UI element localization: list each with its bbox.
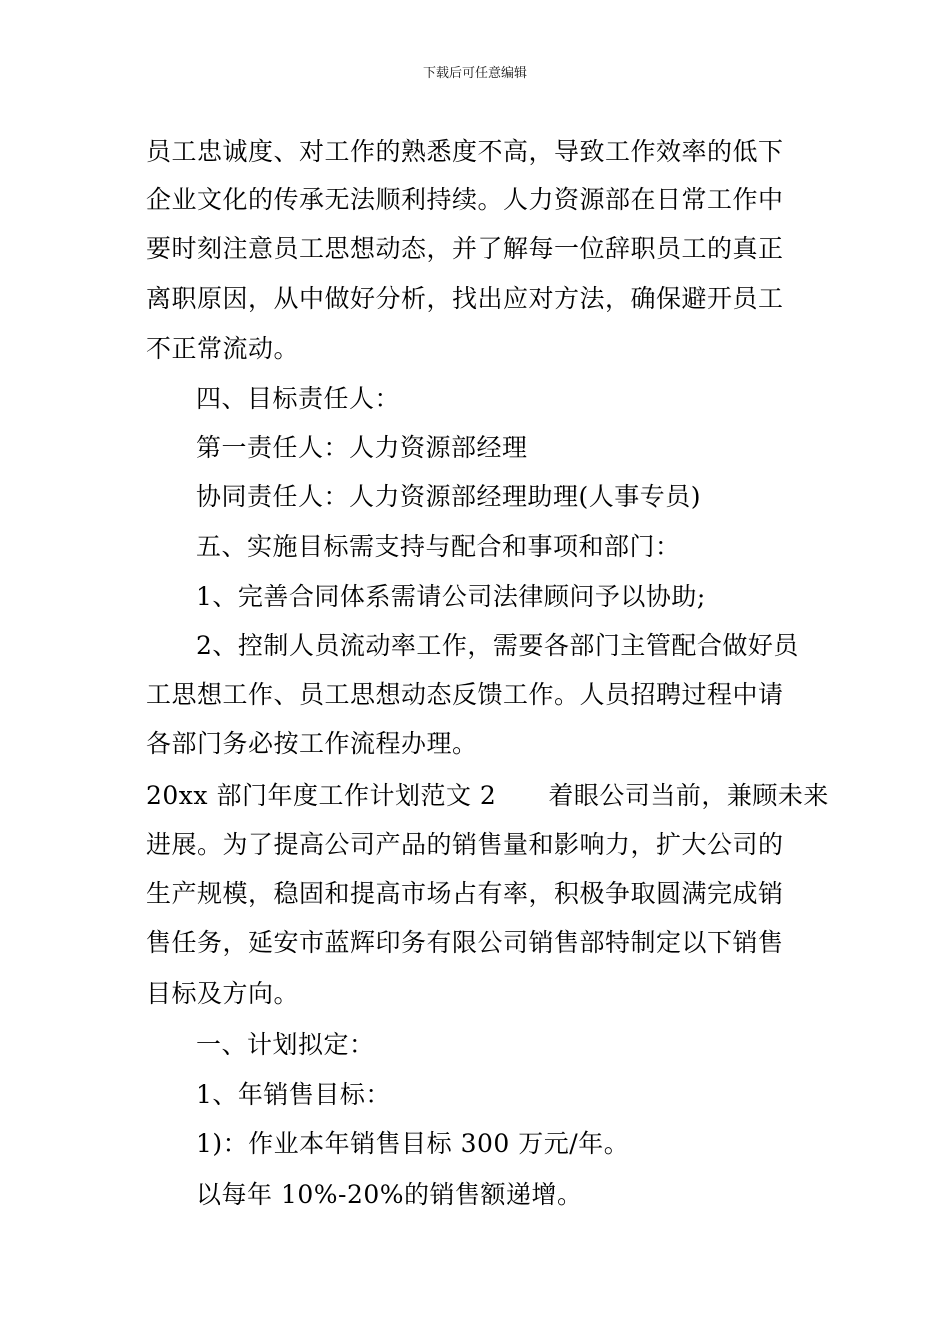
- paragraph-line: 要时刻注意员工思想动态，并了解每一位辞职员工的真正: [146, 234, 784, 263]
- plan-heading: 一、计划拟定：: [196, 1030, 375, 1059]
- paragraph-line: 生产规模，稳固和提高市场占有率，积极争取圆满完成销: [146, 879, 784, 908]
- support-item-1: 1、完善合同体系需请公司法律顾问予以协助;: [196, 582, 706, 611]
- doc2-intro: 着眼公司当前，兼顾未来: [548, 781, 829, 810]
- plan-item-1: 1、年销售目标：: [196, 1080, 391, 1109]
- plan-item-1-sub: 1)：作业本年销售目标 300 万元/年。: [196, 1129, 630, 1158]
- doc2-first-line: [146, 781, 846, 811]
- doc2-title: 20xx 部门年度工作计划范文 2: [146, 781, 497, 810]
- responsible-assist: 协同责任人：人力资源部经理助理(人事专员): [196, 482, 702, 511]
- paragraph-line: 不正常流动。: [146, 334, 300, 363]
- paragraph-line: 企业文化的传承无法顺利持续。人力资源部在日常工作中: [146, 185, 784, 214]
- page-header: 下载后可任意编辑: [422, 66, 527, 81]
- paragraph-line: 售任务，延安市蓝辉印务有限公司销售部特制定以下销售: [146, 928, 784, 957]
- support-item-2-line: 工思想工作、员工思想动态反馈工作。人员招聘过程中请: [146, 680, 784, 709]
- plan-growth: 以每年 10%-20%的销售额递增。: [196, 1180, 583, 1209]
- support-item-2-line: 2、控制人员流动率工作，需要各部门主管配合做好员: [196, 631, 799, 660]
- responsible-primary: 第一责任人：人力资源部经理: [196, 433, 528, 462]
- paragraph-line: 员工忠诚度、对工作的熟悉度不高，导致工作效率的低下: [146, 137, 784, 166]
- paragraph-line: 离职原因，从中做好分析，找出应对方法，确保避开员工: [146, 284, 784, 313]
- section-heading-support: 五、实施目标需支持与配合和事项和部门：: [196, 532, 681, 561]
- paragraph-line: 进展。为了提高公司产品的销售量和影响力，扩大公司的: [146, 830, 784, 859]
- support-item-2-line: 各部门务必按工作流程办理。: [146, 729, 478, 758]
- paragraph-line: 目标及方向。: [146, 979, 300, 1008]
- section-heading-responsible: 四、目标责任人：: [196, 384, 401, 413]
